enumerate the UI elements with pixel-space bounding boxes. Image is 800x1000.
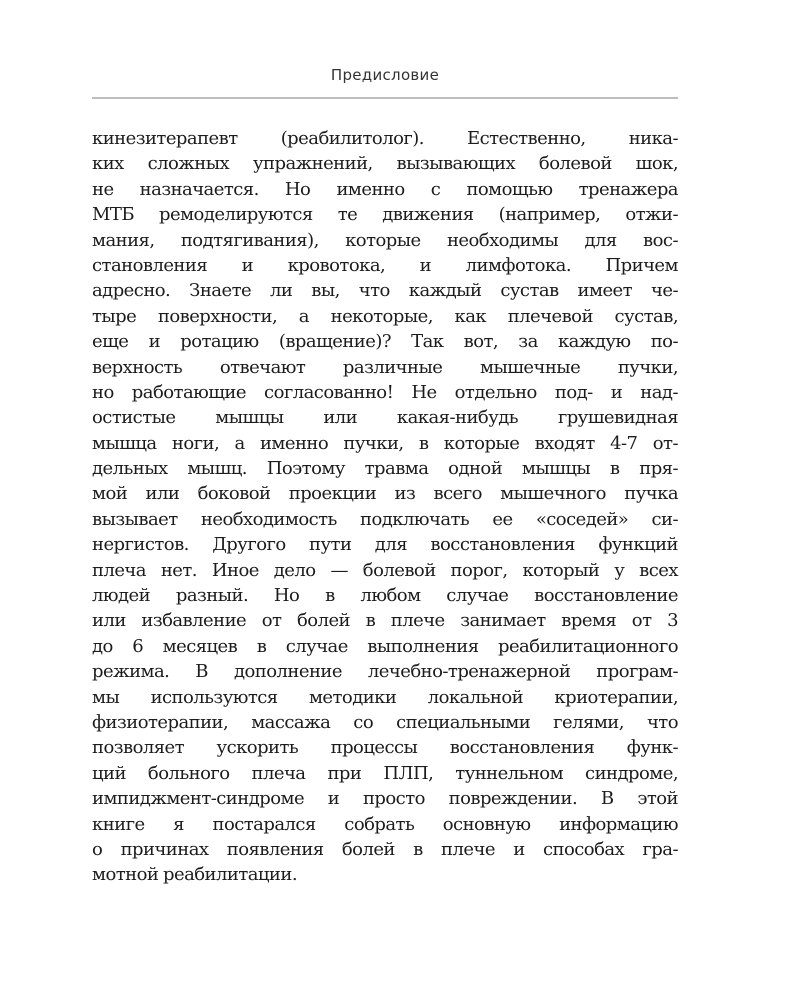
- text-line: нергистов. Другого пути для восстановления функций: [92, 534, 678, 556]
- text-line: мой или боковой проекции из всего мышечного пучка: [92, 483, 678, 505]
- text-line: не назначается. Но именно с помощью тренажера: [92, 178, 678, 200]
- text-line: позволяет ускорить процессы восстановления функ-: [92, 737, 678, 759]
- text-line: становления и кровотока, и лимфотока. Причем: [92, 254, 678, 276]
- text-line: мышца ноги, а именно пучки, в которые входят 4-7 от-: [92, 432, 678, 454]
- running-head-title: Предисловие: [330, 66, 440, 84]
- text-line: физиотерапии, массажа со специальными гелями, что: [92, 711, 678, 733]
- text-line: тыре поверхности, а некоторые, как плечевой сустав,: [92, 305, 678, 327]
- text-line: кинезитерапевт (реабилитолог). Естественно, ника-: [92, 128, 678, 149]
- text-line: до 6 месяцев в случае выполнения реабилитационного: [92, 635, 678, 657]
- text-line: но работающие согласованно! Не отдельно под- и над-: [92, 381, 678, 403]
- text-line: ких сложных упражнений, вызывающих болевой шок,: [92, 153, 678, 175]
- text-line: остистые мышцы или какая-нибудь грушевидная: [92, 407, 678, 429]
- text-line: дельных мышц. Поэтому травма одной мышцы в пря-: [92, 458, 678, 480]
- text-line: плеча нет. Иное дело — болевой порог, который у всех: [92, 559, 678, 581]
- text-line: адресно. Знаете ли вы, что каждый сустав имеет че-: [92, 280, 678, 302]
- header-divider: [92, 97, 678, 99]
- text-line: людей разный. Но в любом случае восстановление: [92, 585, 678, 607]
- text-line: еще и ротацию (вращение)? Так вот, за каждую по-: [92, 331, 678, 353]
- text-line: о причинах появления болей в плече и способах гра-: [92, 838, 678, 860]
- text-line: режима. В дополнение лечебно-тренажерной програм-: [92, 661, 678, 683]
- text-line: импиджмент-синдроме и просто повреждении. В этой: [92, 788, 678, 810]
- body-paragraph: [92, 126, 678, 888]
- text-line: мотной реабилитации.: [92, 864, 298, 886]
- text-line: книге я постарался собрать основную информацию: [92, 813, 678, 835]
- text-line: или избавление от болей в плече занимает время от 3: [92, 610, 678, 632]
- text-line: МТБ ремоделируются те движения (например, отжи-: [92, 204, 678, 226]
- text-line: мы используются методики локальной криотерапии,: [92, 686, 678, 708]
- text-line: мания, подтягивания), которые необходимы для вос-: [92, 229, 678, 251]
- text-line: вызывает необходимость подключать ее «соседей» си-: [92, 508, 678, 530]
- text-line: ций больного плеча при ПЛП, туннельном синдроме,: [92, 762, 678, 784]
- text-line: верхность отвечают различные мышечные пучки,: [92, 356, 678, 378]
